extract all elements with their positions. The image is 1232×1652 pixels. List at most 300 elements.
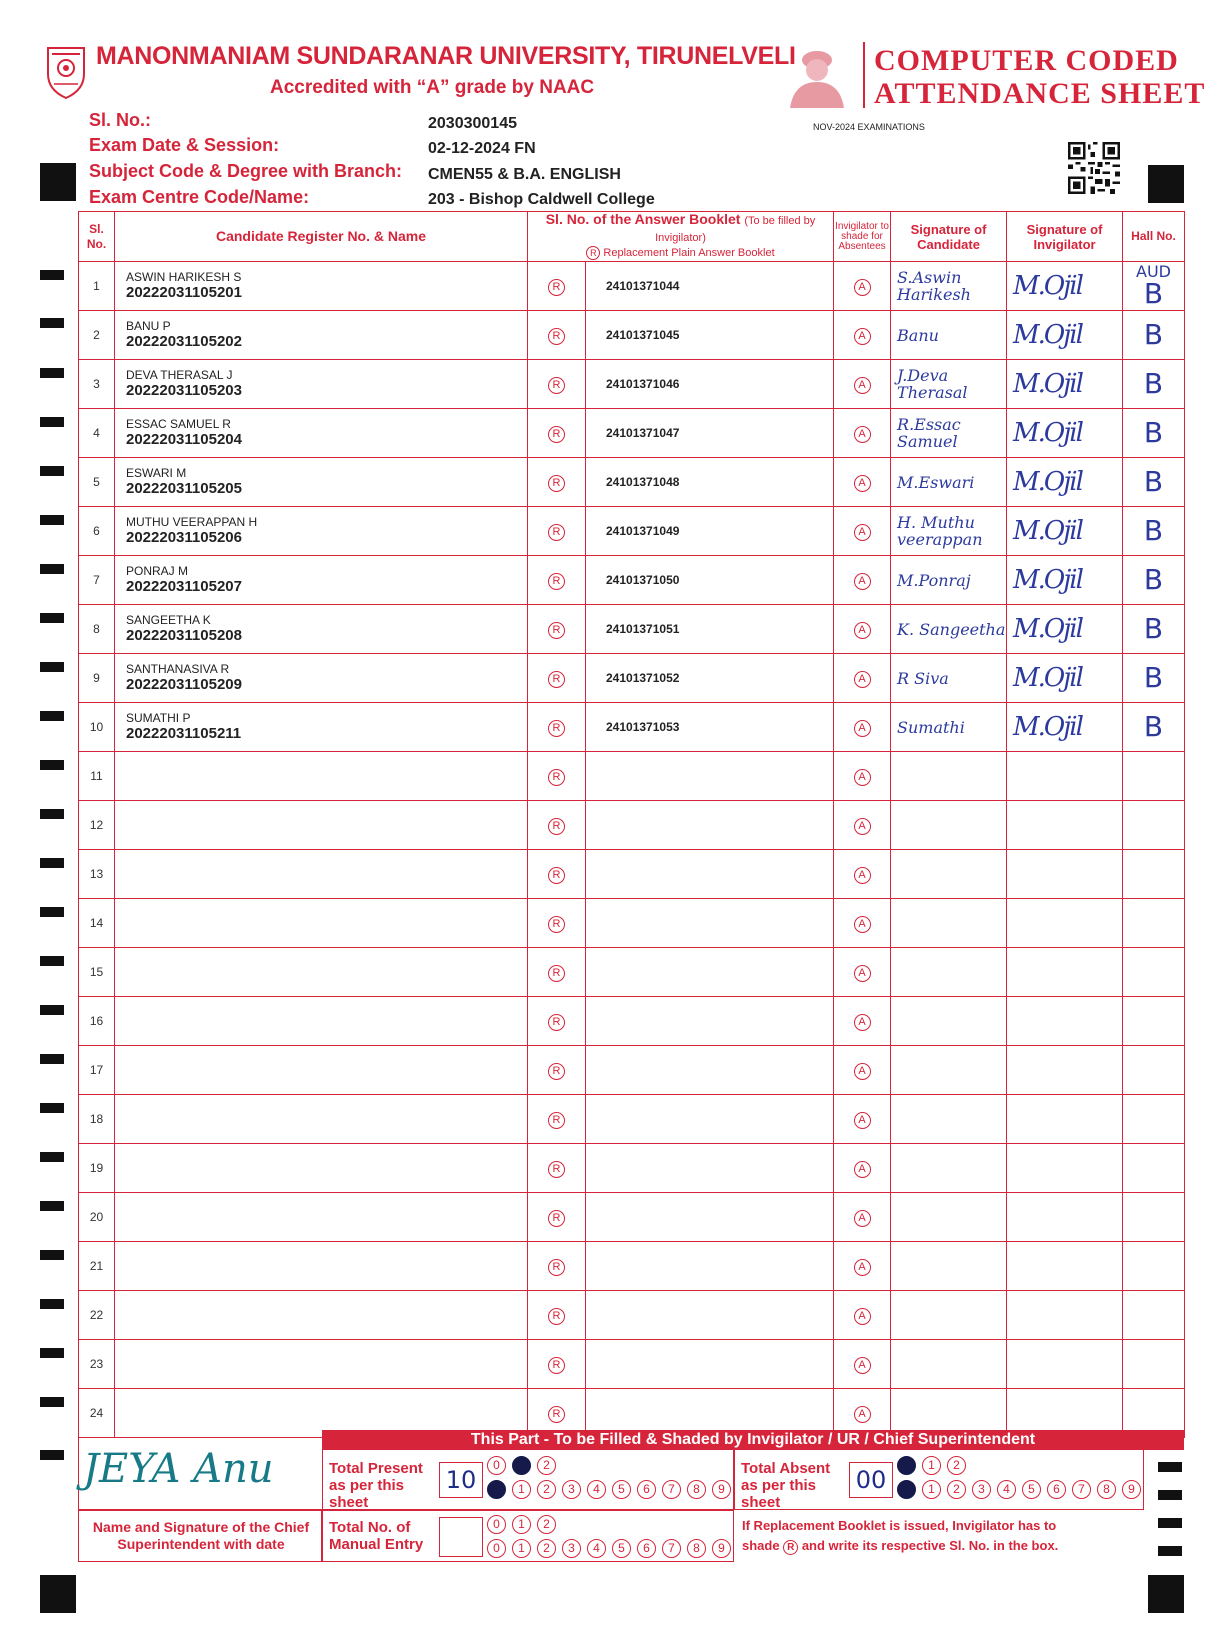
register-number: 20222031105201 — [126, 284, 242, 301]
absent-cell — [834, 262, 891, 311]
absent-bubble[interactable]: A — [854, 524, 871, 541]
candidate-name: ASWIN HARIKESH S — [126, 270, 242, 284]
row-sl: 9 — [79, 654, 115, 703]
booklet-number[interactable] — [586, 1095, 834, 1144]
booklet-number[interactable]: 24101371046 — [586, 360, 834, 409]
replacement-cell — [528, 262, 586, 311]
manual-entry-value[interactable] — [439, 1517, 483, 1557]
subject-value: CMEN55 & B.A. ENGLISH — [428, 166, 621, 183]
timing-mark — [40, 1005, 64, 1015]
candidate-name: PONRAJ M — [126, 564, 189, 578]
row-sl: 1 — [79, 262, 115, 311]
hall-number — [1123, 1046, 1185, 1095]
manual-units-5[interactable]: 5 — [612, 1539, 631, 1558]
absent-bubble[interactable]: A — [854, 867, 871, 884]
absent-tens-1[interactable]: 1 — [922, 1456, 941, 1475]
absent-bubble[interactable]: A — [854, 818, 871, 835]
hall-number — [1123, 311, 1185, 360]
centre-value: 203 - Bishop Caldwell College — [428, 191, 655, 208]
absent-cell — [834, 654, 891, 703]
absent-bubble[interactable]: A — [854, 573, 871, 590]
booklet-number[interactable]: 24101371053 — [586, 703, 834, 752]
table-row — [79, 311, 1185, 360]
register-number: 20222031105211 — [126, 725, 242, 742]
replacement-cell — [528, 605, 586, 654]
absent-units-6[interactable]: 6 — [1047, 1480, 1066, 1499]
absent-cell — [834, 801, 891, 850]
hall-number — [1123, 752, 1185, 801]
absent-bubble[interactable]: A — [854, 671, 871, 688]
candidate-signature: M.Eswari — [891, 458, 1007, 507]
absent-bubble[interactable]: A — [854, 1112, 871, 1129]
timing-mark — [40, 662, 64, 672]
candidate-signature — [891, 997, 1007, 1046]
present-units-1[interactable]: 1 — [512, 1480, 531, 1499]
timing-mark — [1148, 165, 1184, 203]
absent-units-3[interactable]: 3 — [972, 1480, 991, 1499]
booklet-number[interactable]: 24101371044 — [586, 262, 834, 311]
present-units-6[interactable]: 6 — [637, 1480, 656, 1499]
booklet-number[interactable]: 24101371052 — [586, 654, 834, 703]
absent-bubble[interactable]: A — [854, 1259, 871, 1276]
total-present-box — [322, 1450, 734, 1510]
present-tens-2[interactable]: 2 — [537, 1456, 556, 1475]
hall-number — [1123, 1340, 1185, 1389]
attendance-table — [78, 211, 1185, 1438]
absent-units-8[interactable]: 8 — [1097, 1480, 1116, 1499]
invigilator-signature: M.Ojil — [1007, 654, 1123, 703]
replacement-bubble[interactable]: R — [548, 818, 565, 835]
replacement-cell — [528, 1144, 586, 1193]
table-row — [79, 409, 1185, 458]
table-row — [79, 899, 1185, 948]
hall-value: B — [1143, 514, 1164, 547]
table-row — [79, 360, 1185, 409]
replacement-bubble[interactable]: R — [548, 377, 565, 394]
present-units-3[interactable]: 3 — [562, 1480, 581, 1499]
booklet-number[interactable] — [586, 899, 834, 948]
register-number: 20222031105205 — [126, 480, 242, 497]
header-divider — [863, 42, 865, 108]
sheet-title-line2: ATTENDANCE SHEET — [874, 77, 1206, 110]
replacement-cell — [528, 1242, 586, 1291]
booklet-number[interactable] — [586, 752, 834, 801]
absent-bubble[interactable]: A — [854, 622, 871, 639]
booklet-number[interactable] — [586, 1193, 834, 1242]
booklet-number[interactable] — [586, 1340, 834, 1389]
replacement-cell — [528, 556, 586, 605]
manual-units-4[interactable]: 4 — [587, 1539, 606, 1558]
col-header-booklet — [528, 212, 834, 262]
booklet-number[interactable] — [586, 850, 834, 899]
candidate-name: SANGEETHA K — [126, 613, 211, 627]
table-row — [79, 654, 1185, 703]
absent-tens-0[interactable]: 0 — [897, 1456, 916, 1475]
timing-mark — [40, 1054, 64, 1064]
row-sl: 4 — [79, 409, 115, 458]
replacement-bubble[interactable]: R — [548, 1357, 565, 1374]
university-logo — [42, 44, 90, 100]
absent-cell — [834, 1193, 891, 1242]
replacement-bubble[interactable]: R — [548, 279, 565, 296]
booklet-number[interactable] — [586, 1144, 834, 1193]
manual-units-8[interactable]: 8 — [687, 1539, 706, 1558]
exam-label: NOV-2024 EXAMINATIONS — [813, 122, 925, 132]
replacement-cell — [528, 409, 586, 458]
replacement-cell — [528, 703, 586, 752]
present-units-bubbles — [487, 1480, 737, 1499]
replacement-bubble[interactable]: R — [548, 1063, 565, 1080]
booklet-number[interactable] — [586, 948, 834, 997]
replacement-bubble[interactable]: R — [548, 720, 565, 737]
manual-units-3[interactable]: 3 — [562, 1539, 581, 1558]
absent-bubble[interactable]: A — [854, 426, 871, 443]
chief-signature: JEYA Anu — [83, 1446, 274, 1492]
absent-bubble[interactable]: A — [854, 965, 871, 982]
sl-no-label: Sl. No.: — [89, 110, 151, 130]
candidate-signature — [891, 1144, 1007, 1193]
replacement-cell — [528, 997, 586, 1046]
absent-bubble[interactable]: A — [854, 1406, 871, 1423]
hall-value: B — [1143, 612, 1164, 645]
hall-number — [1123, 262, 1185, 311]
absent-bubble[interactable]: A — [854, 1063, 871, 1080]
absent-units-7[interactable]: 7 — [1072, 1480, 1091, 1499]
hall-number — [1123, 556, 1185, 605]
booklet-number[interactable]: 24101371050 — [586, 556, 834, 605]
absent-units-2[interactable]: 2 — [947, 1480, 966, 1499]
exam-date-label: Exam Date & Session: — [89, 135, 280, 155]
hall-value: B — [1143, 367, 1164, 400]
row-sl: 18 — [79, 1095, 115, 1144]
row-sl: 7 — [79, 556, 115, 605]
candidate-cell — [115, 1144, 528, 1193]
chief-signature-box — [78, 1430, 322, 1510]
present-units-9[interactable]: 9 — [712, 1480, 731, 1499]
present-units-7[interactable]: 7 — [662, 1480, 681, 1499]
booklet-number[interactable]: 24101371048 — [586, 458, 834, 507]
candidate-name: ESSAC SAMUEL R — [126, 417, 231, 431]
booklet-number[interactable]: 24101371045 — [586, 311, 834, 360]
booklet-number[interactable] — [586, 1291, 834, 1340]
invigilator-signature — [1007, 1340, 1123, 1389]
candidate-signature — [891, 1291, 1007, 1340]
absent-cell — [834, 1046, 891, 1095]
row-sl: 10 — [79, 703, 115, 752]
absent-tens-2[interactable]: 2 — [947, 1456, 966, 1475]
university-name: MANONMANIAM SUNDARANAR UNIVERSITY, TIRUNELVELI — [96, 42, 796, 70]
replacement-cell — [528, 360, 586, 409]
absent-cell — [834, 1291, 891, 1340]
booklet-header-sub: Replacement Plain Answer Booklet — [603, 247, 775, 259]
invigilator-signature: M.Ojil — [1007, 409, 1123, 458]
candidate-cell — [115, 311, 528, 360]
replacement-bubble[interactable]: R — [548, 867, 565, 884]
candidate-cell — [115, 409, 528, 458]
booklet-number[interactable]: 24101371049 — [586, 507, 834, 556]
replacement-bubble[interactable]: R — [548, 1112, 565, 1129]
timing-mark — [40, 1250, 64, 1260]
absent-units-bubbles — [897, 1480, 1147, 1499]
chief-label-box — [78, 1510, 322, 1562]
replacement-bubble[interactable]: R — [548, 965, 565, 982]
timing-mark — [40, 956, 64, 966]
register-number: 20222031105202 — [126, 333, 242, 350]
absent-bubble[interactable]: A — [854, 1161, 871, 1178]
absent-cell — [834, 458, 891, 507]
absent-bubble[interactable]: A — [854, 475, 871, 492]
register-number: 20222031105204 — [126, 431, 242, 448]
absent-bubble[interactable]: A — [854, 1308, 871, 1325]
booklet-number[interactable] — [586, 1046, 834, 1095]
candidate-cell — [115, 1340, 528, 1389]
total-present-label: Total Present as per this sheet — [329, 1460, 423, 1511]
timing-mark — [1148, 1575, 1184, 1613]
row-sl: 8 — [79, 605, 115, 654]
absent-cell — [834, 948, 891, 997]
candidate-name: BANU P — [126, 319, 171, 333]
timing-mark — [40, 1201, 64, 1211]
absent-bubble[interactable]: A — [854, 1210, 871, 1227]
invigilator-signature — [1007, 850, 1123, 899]
row-sl: 6 — [79, 507, 115, 556]
candidate-signature — [891, 899, 1007, 948]
absent-bubble[interactable]: A — [854, 279, 871, 296]
candidate-cell — [115, 899, 528, 948]
replacement-cell — [528, 801, 586, 850]
replacement-icon: R — [783, 1540, 798, 1555]
present-units-8[interactable]: 8 — [687, 1480, 706, 1499]
absent-units-4[interactable]: 4 — [997, 1480, 1016, 1499]
subject-label: Subject Code & Degree with Branch: — [89, 161, 403, 181]
replacement-cell — [528, 507, 586, 556]
row-sl: 14 — [79, 899, 115, 948]
replacement-note-rest: and write its respective Sl. No. in the box. — [801, 1538, 1059, 1553]
hall-number — [1123, 850, 1185, 899]
table-row — [79, 1095, 1185, 1144]
replacement-bubble[interactable]: R — [548, 475, 565, 492]
absent-cell — [834, 1144, 891, 1193]
table-row — [79, 801, 1185, 850]
replacement-bubble[interactable]: R — [548, 671, 565, 688]
manual-units-6[interactable]: 6 — [637, 1539, 656, 1558]
candidate-cell — [115, 997, 528, 1046]
timing-mark — [40, 613, 64, 623]
replacement-bubble[interactable]: R — [548, 426, 565, 443]
present-units-2[interactable]: 2 — [537, 1480, 556, 1499]
candidate-cell — [115, 605, 528, 654]
qr-code — [1068, 142, 1120, 194]
invigilator-signature: M.Ojil — [1007, 360, 1123, 409]
hall-number — [1123, 1291, 1185, 1340]
hall-value: B — [1143, 416, 1164, 449]
present-tens-0[interactable]: 0 — [487, 1456, 506, 1475]
present-tens-bubbles — [487, 1456, 562, 1475]
invigilator-signature — [1007, 997, 1123, 1046]
manual-units-9[interactable]: 9 — [712, 1539, 731, 1558]
candidate-name: SANTHANASIVA R — [126, 662, 230, 676]
absent-units-1[interactable]: 1 — [922, 1480, 941, 1499]
candidate-signature: M.Ponraj — [891, 556, 1007, 605]
candidate-signature: R.Essac Samuel — [891, 409, 1007, 458]
absent-cell — [834, 703, 891, 752]
portrait-emblem — [784, 42, 850, 108]
absent-bubble[interactable]: A — [854, 328, 871, 345]
candidate-signature — [891, 1095, 1007, 1144]
absent-bubble[interactable]: A — [854, 1357, 871, 1374]
candidate-signature — [891, 801, 1007, 850]
manual-units-2[interactable]: 2 — [537, 1539, 556, 1558]
absent-cell — [834, 850, 891, 899]
replacement-bubble[interactable]: R — [548, 524, 565, 541]
invigilator-signature: M.Ojil — [1007, 262, 1123, 311]
sheet-title — [874, 44, 1205, 110]
candidate-signature — [891, 1340, 1007, 1389]
timing-mark — [40, 1575, 76, 1613]
replacement-bubble[interactable]: R — [548, 1259, 565, 1276]
footer-banner: This Part - To be Filled & Shaded by Invigilator / UR / Chief Superintendent — [322, 1430, 1184, 1450]
replacement-bubble[interactable]: R — [548, 1210, 565, 1227]
hall-value: B — [1143, 465, 1164, 498]
hall-number — [1123, 1095, 1185, 1144]
row-sl: 15 — [79, 948, 115, 997]
replacement-note — [742, 1516, 1058, 1556]
absent-cell — [834, 507, 891, 556]
replacement-bubble[interactable]: R — [548, 622, 565, 639]
booklet-header-note: (To be filled by Invigilator) — [655, 215, 816, 244]
hall-number — [1123, 360, 1185, 409]
col-header-sig-candidate: Signature of Candidate — [891, 212, 1007, 262]
table-row — [79, 1340, 1185, 1389]
absent-units-9[interactable]: 9 — [1122, 1480, 1141, 1499]
replacement-bubble[interactable]: R — [548, 328, 565, 345]
hall-note: AUD — [1136, 262, 1171, 281]
replacement-bubble[interactable]: R — [548, 1308, 565, 1325]
register-number: 20222031105203 — [126, 382, 242, 399]
absent-bubble[interactable]: A — [854, 1014, 871, 1031]
manual-units-bubbles — [487, 1539, 737, 1558]
absent-cell — [834, 360, 891, 409]
replacement-cell — [528, 948, 586, 997]
absent-bubble[interactable]: A — [854, 769, 871, 786]
replacement-cell — [528, 1193, 586, 1242]
timing-mark — [40, 1152, 64, 1162]
candidate-signature: S.Aswin Harikesh — [891, 262, 1007, 311]
booklet-number[interactable] — [586, 801, 834, 850]
register-number: 20222031105209 — [126, 676, 242, 693]
replacement-note-line1: If Replacement Booklet is issued, Invigilator has to — [742, 1518, 1057, 1533]
row-sl: 5 — [79, 458, 115, 507]
candidate-cell — [115, 1193, 528, 1242]
candidate-cell — [115, 752, 528, 801]
replacement-bubble[interactable]: R — [548, 769, 565, 786]
present-units-0[interactable]: 0 — [487, 1480, 506, 1499]
hall-number — [1123, 605, 1185, 654]
invigilator-signature — [1007, 1046, 1123, 1095]
hall-number — [1123, 458, 1185, 507]
absent-cell — [834, 1095, 891, 1144]
present-tens-1[interactable]: 1 — [512, 1456, 531, 1475]
candidate-signature — [891, 752, 1007, 801]
manual-tens-0[interactable]: 0 — [487, 1515, 506, 1534]
row-sl: 19 — [79, 1144, 115, 1193]
absent-cell — [834, 899, 891, 948]
manual-units-7[interactable]: 7 — [662, 1539, 681, 1558]
booklet-number[interactable] — [586, 997, 834, 1046]
candidate-cell — [115, 703, 528, 752]
invigilator-signature: M.Ojil — [1007, 311, 1123, 360]
total-present-value[interactable]: 10 — [439, 1462, 483, 1498]
hall-number — [1123, 1242, 1185, 1291]
candidate-cell — [115, 948, 528, 997]
manual-tens-1[interactable]: 1 — [512, 1515, 531, 1534]
replacement-bubble[interactable]: R — [548, 1161, 565, 1178]
replacement-bubble[interactable]: R — [548, 1406, 565, 1423]
table-row — [79, 1193, 1185, 1242]
timing-mark — [40, 417, 64, 427]
candidate-name: DEVA THERASAL J — [126, 368, 233, 382]
table-row — [79, 262, 1185, 311]
absent-bubble[interactable]: A — [854, 720, 871, 737]
total-absent-box — [734, 1450, 1144, 1510]
absent-units-0[interactable]: 0 — [897, 1480, 916, 1499]
manual-units-0[interactable]: 0 — [487, 1539, 506, 1558]
candidate-cell — [115, 1095, 528, 1144]
booklet-number[interactable]: 24101371051 — [586, 605, 834, 654]
col-header-sig-invigilator: Signature of Invigilator — [1007, 212, 1123, 262]
absent-units-5[interactable]: 5 — [1022, 1480, 1041, 1499]
row-sl: 3 — [79, 360, 115, 409]
replacement-bubble[interactable]: R — [548, 573, 565, 590]
invigilator-signature: M.Ojil — [1007, 507, 1123, 556]
booklet-header-title: Sl. No. of the Answer Booklet — [545, 211, 741, 227]
candidate-cell — [115, 262, 528, 311]
candidate-cell — [115, 850, 528, 899]
manual-units-1[interactable]: 1 — [512, 1539, 531, 1558]
timing-mark — [40, 711, 64, 721]
row-sl: 17 — [79, 1046, 115, 1095]
present-units-5[interactable]: 5 — [612, 1480, 631, 1499]
timing-mark — [40, 1348, 64, 1358]
table-row — [79, 948, 1185, 997]
hall-number — [1123, 801, 1185, 850]
manual-tens-2[interactable]: 2 — [537, 1515, 556, 1534]
replacement-cell — [528, 1340, 586, 1389]
candidate-name: MUTHU VEERAPPAN H — [126, 515, 258, 529]
replacement-cell — [528, 654, 586, 703]
register-number: 20222031105207 — [126, 578, 242, 595]
timing-mark — [40, 760, 64, 770]
absent-bubble[interactable]: A — [854, 916, 871, 933]
absent-bubble[interactable]: A — [854, 377, 871, 394]
present-units-4[interactable]: 4 — [587, 1480, 606, 1499]
hall-number — [1123, 1193, 1185, 1242]
invigilator-signature — [1007, 948, 1123, 997]
replacement-bubble[interactable]: R — [548, 916, 565, 933]
total-absent-value[interactable]: 00 — [849, 1462, 893, 1498]
exam-date-value: 02-12-2024 FN — [428, 140, 536, 157]
register-number: 20222031105206 — [126, 529, 242, 546]
hall-number — [1123, 409, 1185, 458]
candidate-name: ESWARI M — [126, 466, 187, 480]
booklet-number[interactable] — [586, 1242, 834, 1291]
replacement-note-line2 — [742, 1536, 1058, 1556]
booklet-number[interactable]: 24101371047 — [586, 409, 834, 458]
timing-mark — [40, 1450, 64, 1460]
replacement-bubble[interactable]: R — [548, 1014, 565, 1031]
candidate-cell — [115, 556, 528, 605]
invigilator-signature — [1007, 1193, 1123, 1242]
